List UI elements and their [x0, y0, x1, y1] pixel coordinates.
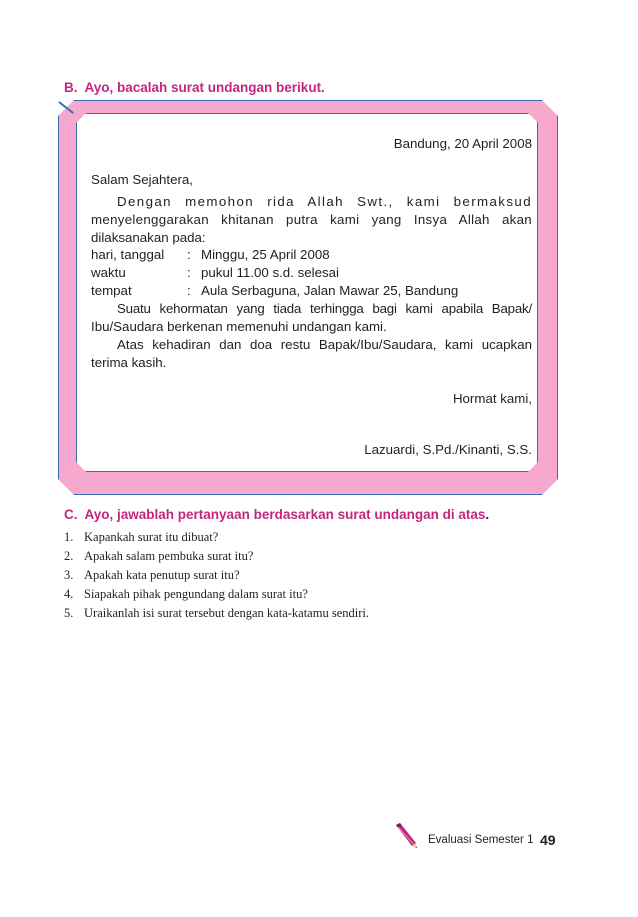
- section-c-period: .: [485, 507, 490, 522]
- question-text: Apakah salam pembuka surat itu?: [84, 549, 254, 563]
- detail-sep: :: [187, 247, 191, 262]
- pencil-icon: [390, 822, 420, 850]
- detail-row-place: [91, 283, 532, 301]
- detail-label: tempat: [91, 283, 132, 298]
- section-c-label: C.: [64, 507, 78, 522]
- question-number: 2.: [64, 549, 74, 563]
- letter-body-line-1: Dengan memohon rida Allah Swt., kami bermaksud: [117, 194, 532, 209]
- detail-value: Aula Serbaguna, Jalan Mawar 25, Bandung: [201, 283, 459, 298]
- letter-closing: Hormat kami,: [452, 391, 532, 406]
- invitation-letter: [91, 136, 532, 466]
- detail-sep: :: [187, 283, 191, 298]
- question-item: [64, 568, 240, 583]
- letter-place-date: Bandung, 20 April 2008: [393, 136, 532, 151]
- question-text: Kapankah surat itu dibuat?: [84, 530, 219, 544]
- detail-value: Minggu, 25 April 2008: [201, 247, 330, 262]
- section-b-instruction: Ayo, bacalah surat undangan berikut.: [84, 80, 325, 95]
- question-number: 4.: [64, 587, 74, 601]
- page-number: 49: [540, 832, 556, 848]
- detail-sep: :: [187, 265, 191, 280]
- letter-para3-line-2: terima kasih.: [91, 355, 167, 370]
- detail-row-date: [91, 247, 532, 265]
- detail-value: pukul 11.00 s.d. selesai: [201, 265, 339, 280]
- detail-label: hari, tanggal: [91, 247, 165, 262]
- letter-para2-line-2: Ibu/Saudara berkenan memenuhi undangan kami.: [91, 319, 387, 334]
- footer-section-label: Evaluasi Semester 1: [428, 834, 534, 846]
- question-item: [64, 587, 308, 602]
- question-text: Uraikanlah isi surat tersebut dengan kata-katamu sendiri.: [84, 606, 369, 620]
- section-c-instruction: Ayo, jawablah pertanyaan berdasarkan surat undangan di atas: [84, 507, 486, 522]
- letter-para3-line-1: Atas kehadiran dan doa restu Bapak/Ibu/Saudara, kami ucapkan: [117, 337, 532, 352]
- letter-body-line-2: menyelenggarakan khitanan putra kami yang Insya Allah akan: [91, 212, 532, 227]
- detail-label: waktu: [91, 265, 126, 280]
- question-number: 5.: [64, 606, 74, 620]
- letter-body-line-3: dilaksanakan pada:: [91, 230, 206, 245]
- question-item: [64, 530, 218, 545]
- letter-para2-line-1: Suatu kehormatan yang tiada terhingga bagi kami apabila Bapak/: [117, 301, 532, 316]
- question-text: Siapakah pihak pengundang dalam surat itu?: [84, 587, 308, 601]
- question-number: 1.: [64, 530, 74, 544]
- letter-signature: Lazuardi, S.Pd./Kinanti, S.S.: [364, 442, 532, 457]
- section-b-heading: [64, 80, 325, 95]
- question-text: Apakah kata penutup surat itu?: [84, 568, 240, 582]
- letter-greeting: Salam Sejahtera,: [91, 172, 193, 187]
- section-b-label: B.: [64, 80, 78, 95]
- question-item: [64, 606, 369, 621]
- question-number: 3.: [64, 568, 74, 582]
- question-item: [64, 549, 253, 564]
- detail-row-time: [91, 265, 532, 283]
- section-c-heading: [64, 507, 489, 522]
